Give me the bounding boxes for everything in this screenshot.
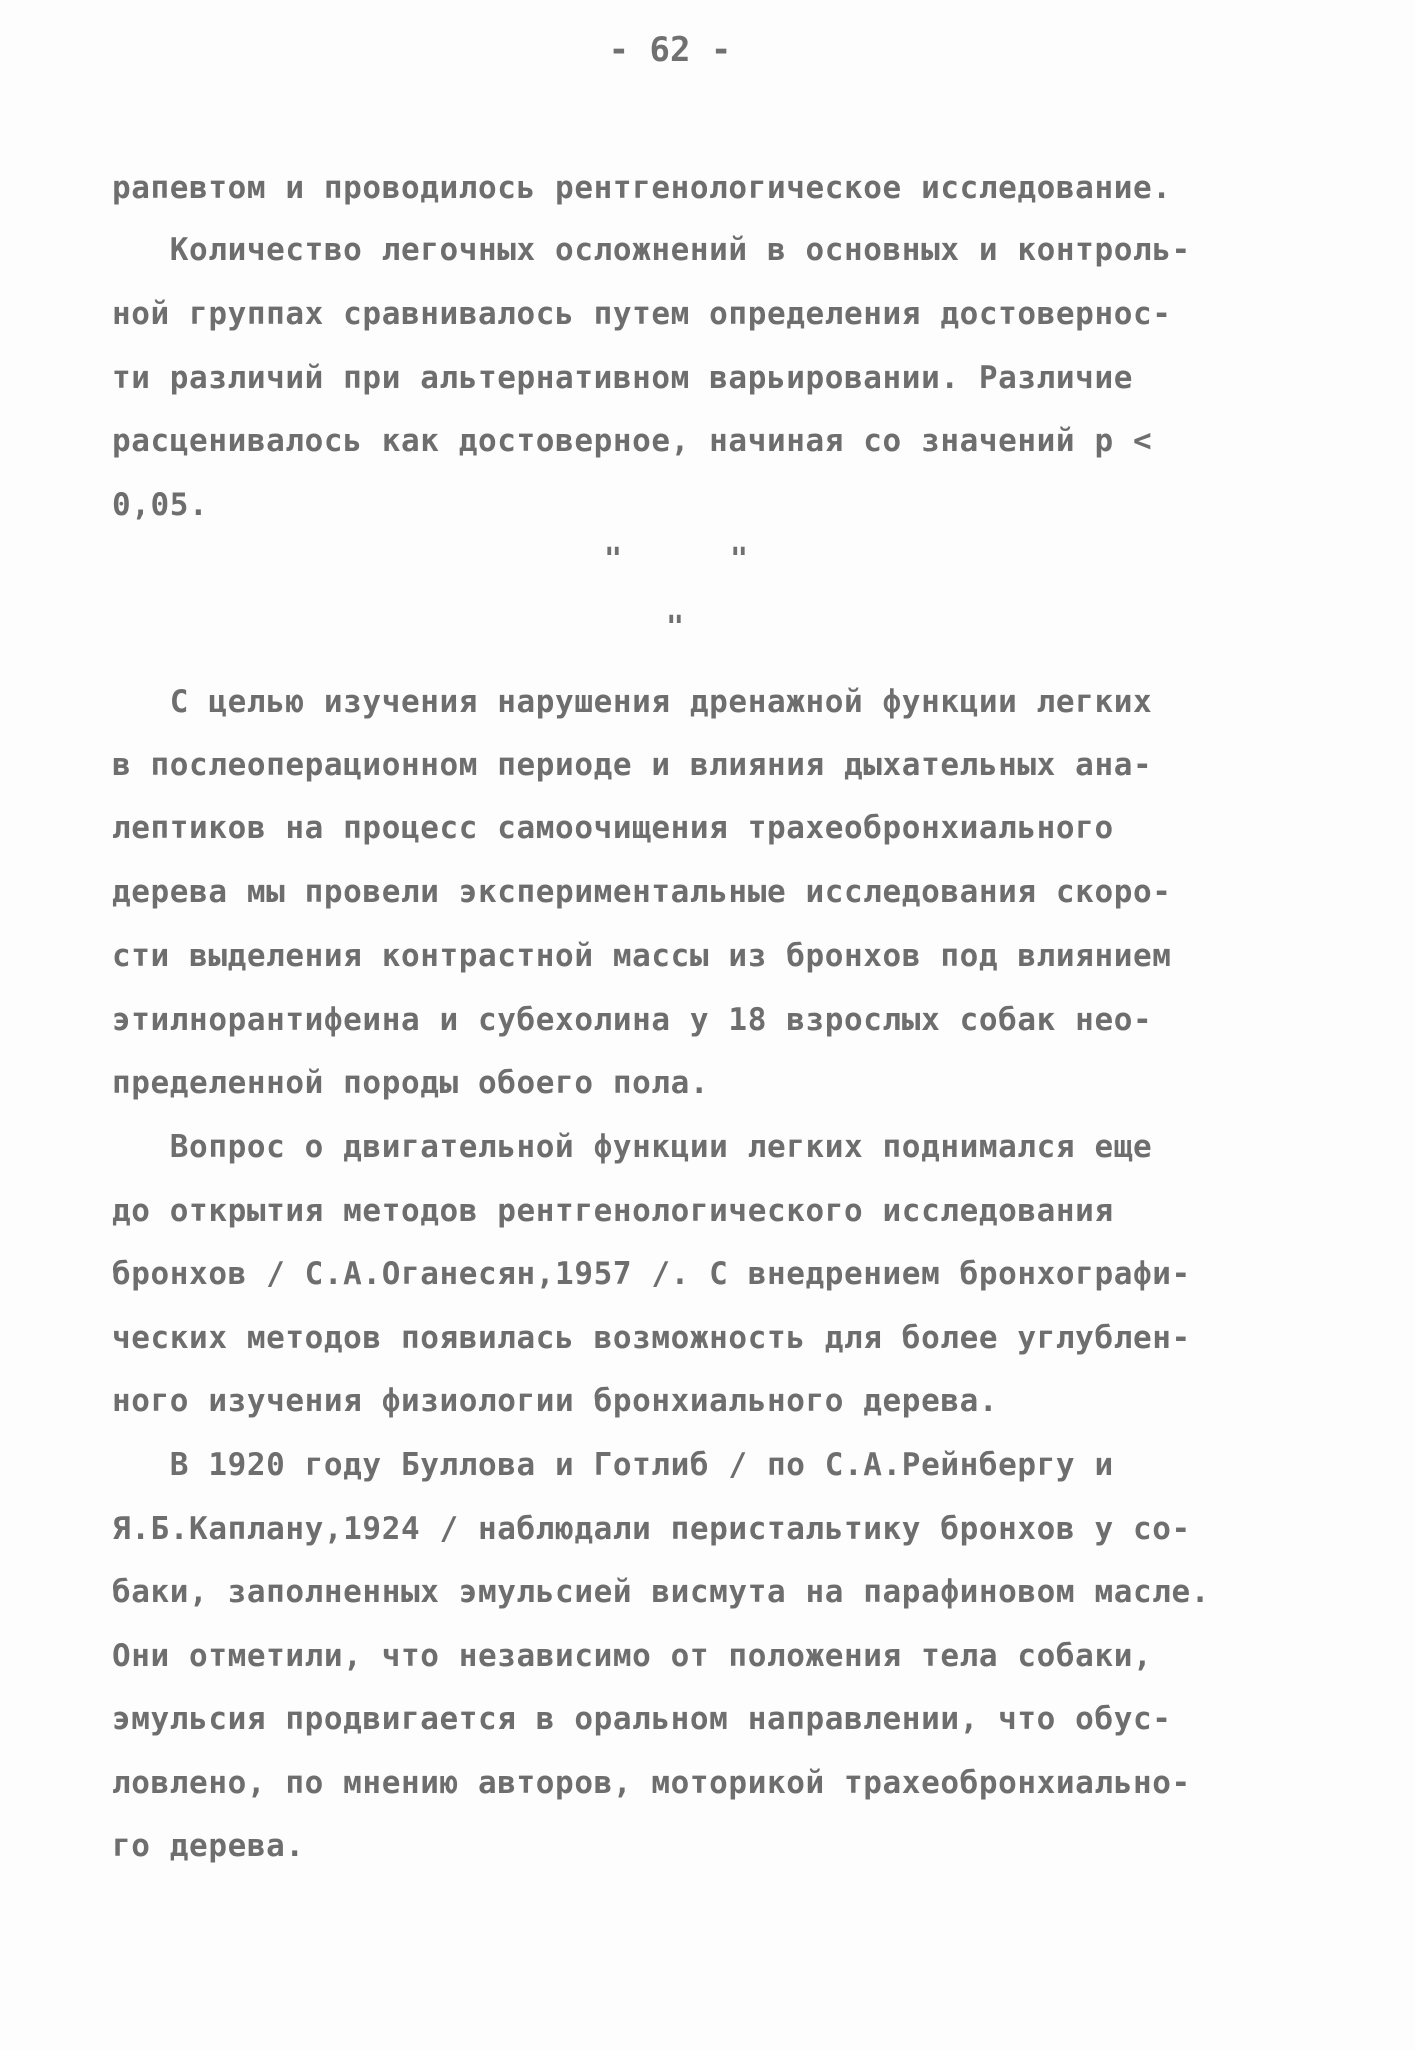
separator-mark: " (604, 542, 623, 577)
text-line: го дерева. (112, 1828, 305, 1864)
text-line: 0,05. (112, 487, 209, 523)
text-line: ти различий при альтернативном варьировании. Различие (112, 360, 1133, 396)
text-line: сти выделения контрастной массы из бронхов под влиянием (112, 938, 1172, 974)
page-number: - 62 - (608, 30, 732, 70)
text-line: расценивалось как достоверное, начиная со значений р < (112, 423, 1153, 459)
text-line: бронхов / С.А.Оганесян,1957 /. С внедрением бронхографи- (112, 1256, 1191, 1292)
text-line: Я.Б.Каплану,1924 / наблюдали перистальтику бронхов у со- (112, 1511, 1191, 1547)
text-line: в послеоперационном периоде и влияния дыхательных ана- (112, 747, 1153, 783)
text-line: С целью изучения нарушения дренажной функции легких (112, 684, 1153, 720)
text-line: В 1920 году Буллова и Готлиб / по С.А.Рейнбергу и (112, 1447, 1114, 1483)
text-line: дерева мы провели экспериментальные исследования скоро- (112, 874, 1172, 910)
text-line: до открытия методов рентгенологического исследования (112, 1193, 1114, 1229)
text-line: ного изучения физиологии бронхиального дерева. (112, 1383, 999, 1419)
separator-mark: " (666, 610, 685, 645)
text-line: эмульсия продвигается в оральном направлении, что обус- (112, 1701, 1172, 1737)
text-line: Вопрос о двигательной функции легких поднимался еще (112, 1129, 1153, 1165)
text-line: этилнорантифеина и субехолина у 18 взрослых собак нео- (112, 1002, 1153, 1038)
text-line: ловлено, по мнению авторов, моторикой трахеобронхиально- (112, 1765, 1191, 1801)
text-line: ной группах сравнивалось путем определения достовернос- (112, 296, 1172, 332)
text-line: баки, заполненных эмульсией висмута на парафиновом масле. (112, 1574, 1211, 1610)
text-line: Они отметили, что независимо от положения тела собаки, (112, 1638, 1153, 1674)
text-line: ческих методов появилась возможность для более углублен- (112, 1320, 1191, 1356)
text-line: Количество легочных осложнений в основных и контроль- (112, 232, 1191, 268)
separator-mark: " (730, 542, 749, 577)
text-line: лептиков на процесс самоочищения трахеобронхиального (112, 810, 1114, 846)
text-line: пределенной породы обоего пола. (112, 1065, 710, 1101)
text-line: рапевтом и проводилось рентгенологическое исследование. (112, 170, 1172, 206)
